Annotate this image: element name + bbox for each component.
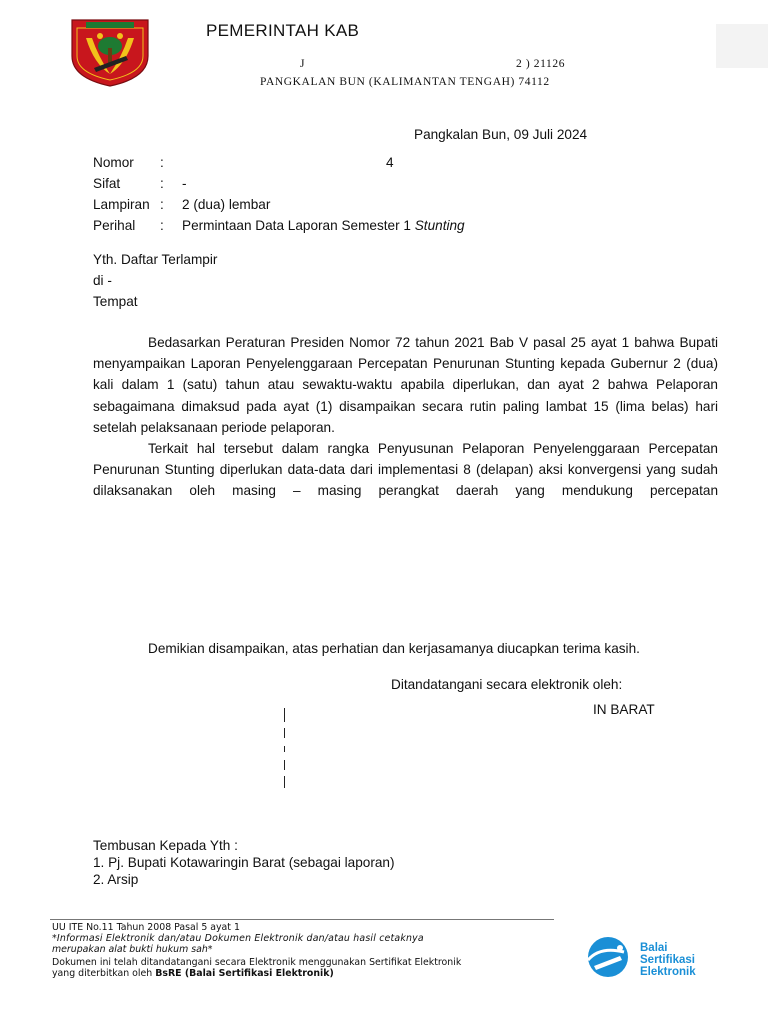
bsre-label-line: Balai <box>640 942 668 954</box>
recipient-line: Tempat <box>93 294 138 309</box>
subject-text: Permintaan Data Laporan Semester 1 <box>182 218 415 233</box>
footer-note-prefix: yang diterbitkan oleh <box>52 968 156 979</box>
bsre-label-line: Sertifikasi <box>640 954 695 966</box>
closing-sentence: Demikian disampaikan, atas perhatian dan kerjasamanya diucapkan terima kasih. <box>148 641 640 656</box>
regency-emblem-logo <box>68 16 152 88</box>
field-colon: : <box>160 155 164 170</box>
footer-note: merupakan alat bukti hukum sah* <box>52 944 213 955</box>
field-lampiran <box>0 194 768 215</box>
letterhead-city: PANGKALAN BUN (KALIMANTAN TENGAH) 74112 <box>260 76 550 88</box>
letterhead-title: PEMERINTAH KAB <box>206 21 360 40</box>
letter-body <box>93 332 718 502</box>
footer-note-bold: BsRE (Balai Sertifikasi Elektronik) <box>155 968 334 979</box>
field-colon: : <box>160 218 164 233</box>
bsre-logo-icon <box>580 936 636 978</box>
letter-fields <box>0 152 768 236</box>
field-sifat <box>0 173 768 194</box>
field-label: Sifat <box>93 176 121 191</box>
field-colon: : <box>160 197 164 212</box>
signer-title: IN BARAT <box>593 702 655 717</box>
body-paragraph: Terkait hal tersebut dalam rangka Penyusunan Pelaporan Penyelenggaraan Percepatan Penurunan Stunting diperlukan data-data dari implementasi 8 (delapan) aksi konvergensi yang sudah dilaksanakan oleh masing – masing perangkat daerah yang mendukung percepatan <box>93 441 718 499</box>
signature-caption: Ditandatangani secara elektronik oleh: <box>391 677 623 692</box>
field-nomor <box>0 152 768 173</box>
field-colon: : <box>160 176 164 191</box>
subject-italic: Stunting <box>414 218 465 233</box>
letter-date: Pangkalan Bun, 09 Juli 2024 <box>414 127 588 142</box>
footer-note <box>52 968 334 979</box>
field-value <box>182 215 465 236</box>
signature-mark <box>284 708 285 722</box>
signature-mark <box>284 776 285 788</box>
signature-mark <box>284 728 285 738</box>
signature-mark <box>284 760 285 770</box>
recipient-line: di - <box>93 273 112 288</box>
footer-law: UU ITE No.11 Tahun 2008 Pasal 5 ayat 1 <box>52 922 240 933</box>
cc-title: Tembusan Kepada Yth : <box>93 838 238 853</box>
footer-divider <box>50 919 554 920</box>
bsre-label-line: Elektronik <box>640 966 696 978</box>
body-paragraph: Bedasarkan Peraturan Presiden Nomor 72 tahun 2021 Bab V pasal 25 ayat 1 bahwa Bupati menyampaikan Laporan Penyelenggaraan Percepatan Penurunan Stunting kepada Gubernur 2 (dua) kali dalam 1 (satu) tahun atau sewaktu-waktu apabila diperlukan, dan ayat 2 bahwa Pelaporan sebagaimana dimaksud pada ayat (1) disampaikan secara rutin paling lambat 15 (lima belas) hari setelah pelaksanaan periode pelaporan. <box>93 335 718 435</box>
footer-note: *Informasi Elektronik dan/atau Dokumen Elektronik dan/atau hasil cetaknya <box>52 933 424 944</box>
recipient-line: Yth. Daftar Terlampir <box>93 252 218 267</box>
field-label: Nomor <box>93 155 134 170</box>
field-label: Perihal <box>93 218 136 233</box>
field-value: - <box>182 176 187 191</box>
signature-mark <box>284 746 285 752</box>
field-label: Lampiran <box>93 197 150 212</box>
field-value: 2 (dua) lembar <box>182 197 271 212</box>
cc-item: 2. Arsip <box>93 872 139 887</box>
page-edge-strip <box>716 24 768 68</box>
letterhead-address-right: 2 ) 21126 <box>516 58 566 70</box>
field-value-number: 4 <box>386 155 394 170</box>
letterhead-address-left: J <box>300 58 306 70</box>
field-perihal <box>0 215 768 236</box>
cc-item: 1. Pj. Bupati Kotawaringin Barat (sebagai laporan) <box>93 855 395 870</box>
footer-note: Dokumen ini telah ditandatangani secara Elektronik menggunakan Sertifikat Elektronik <box>52 957 462 968</box>
